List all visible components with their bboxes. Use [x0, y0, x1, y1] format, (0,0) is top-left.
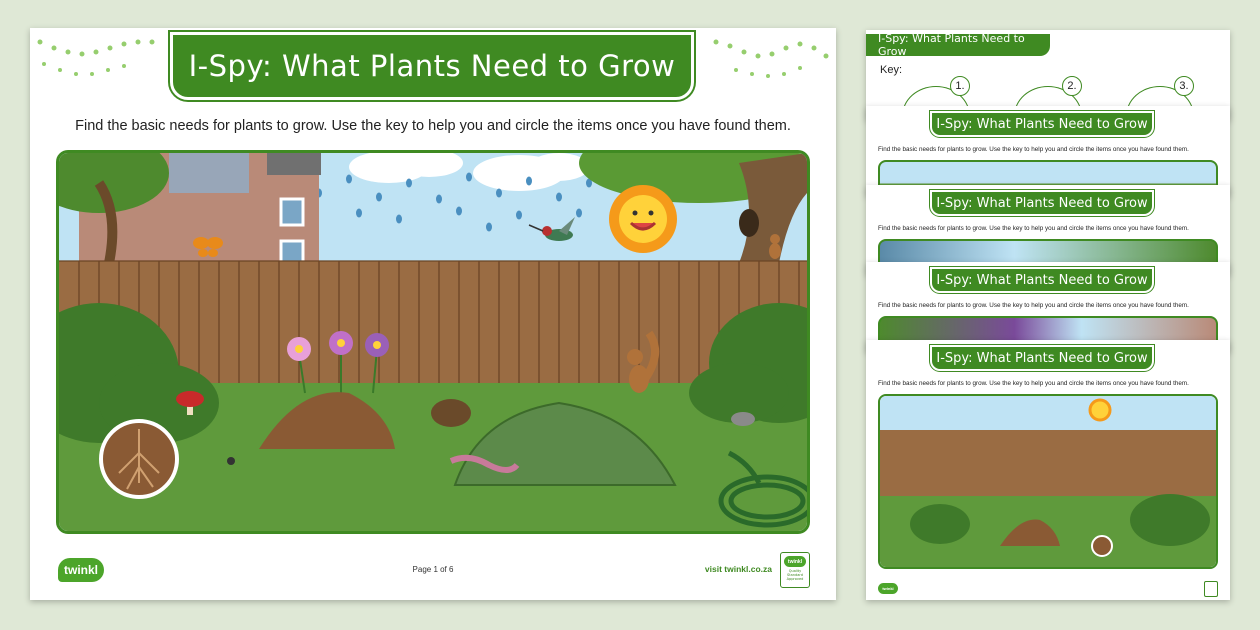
thumbnail-page[interactable]	[866, 262, 1230, 352]
page-footer	[30, 540, 836, 600]
thumbnail-key-title: I-Spy: What Plants Need to Grow	[866, 34, 1050, 56]
quality-badge	[1204, 581, 1218, 597]
key-number: 2.	[1062, 76, 1082, 96]
squirrel-icon	[769, 234, 781, 259]
thumbnail-title: I-Spy: What Plants Need to Grow	[930, 111, 1154, 137]
thumbnail-instructions: Find the basic needs for plants to grow. Use the key to help you and circle the items once you have found them.	[878, 225, 1189, 232]
badge-text: Quality Standard Approved	[786, 569, 804, 581]
visit-link[interactable]: visit twinkl.co.za	[704, 564, 772, 574]
quality-badge	[780, 552, 810, 588]
mouse-icon	[731, 412, 755, 426]
decorative-dots-left	[30, 28, 170, 88]
garden-scene	[56, 150, 810, 534]
badge-logo: twinkl	[784, 556, 806, 567]
thumbnail-instructions: Find the basic needs for plants to grow. Use the key to help you and circle the items once you have found them.	[878, 146, 1189, 153]
key-number: 3.	[1174, 76, 1194, 96]
page-title: I-Spy: What Plants Need to Grow	[188, 49, 676, 83]
thumbnail-scene	[878, 394, 1218, 569]
thumbnail-title: I-Spy: What Plants Need to Grow	[930, 345, 1154, 371]
page-number: Page 1 of 6	[412, 565, 454, 574]
thumbnail-instructions: Find the basic needs for plants to grow. Use the key to help you and circle the items once you have found them.	[878, 380, 1189, 387]
twinkl-logo: twinkl	[878, 583, 898, 594]
instructions-text: Find the basic needs for plants to grow. Use the key to help you and circle the items once you have found them.	[75, 118, 791, 134]
twinkl-logo: twinkl	[58, 558, 104, 582]
thumbnail-title: I-Spy: What Plants Need to Grow	[930, 267, 1154, 293]
thumbnail-footer	[866, 578, 1230, 600]
bug-icon	[227, 457, 235, 465]
thumbnail-instructions: Find the basic needs for plants to grow. Use the key to help you and circle the items once you have found them.	[878, 302, 1189, 309]
decorative-dots-right	[696, 28, 836, 88]
thumbnail-title: I-Spy: What Plants Need to Grow	[930, 190, 1154, 216]
key-number: 1.	[950, 76, 970, 96]
title-banner	[170, 32, 694, 100]
thumbnail-page[interactable]	[866, 106, 1230, 196]
sun-icon	[609, 185, 677, 253]
roots-icon	[101, 421, 177, 497]
thumbnail-page[interactable]	[866, 340, 1230, 600]
key-label: Key:	[880, 64, 903, 76]
worksheet-page-1	[30, 28, 836, 600]
hedgehog-icon	[431, 399, 471, 427]
